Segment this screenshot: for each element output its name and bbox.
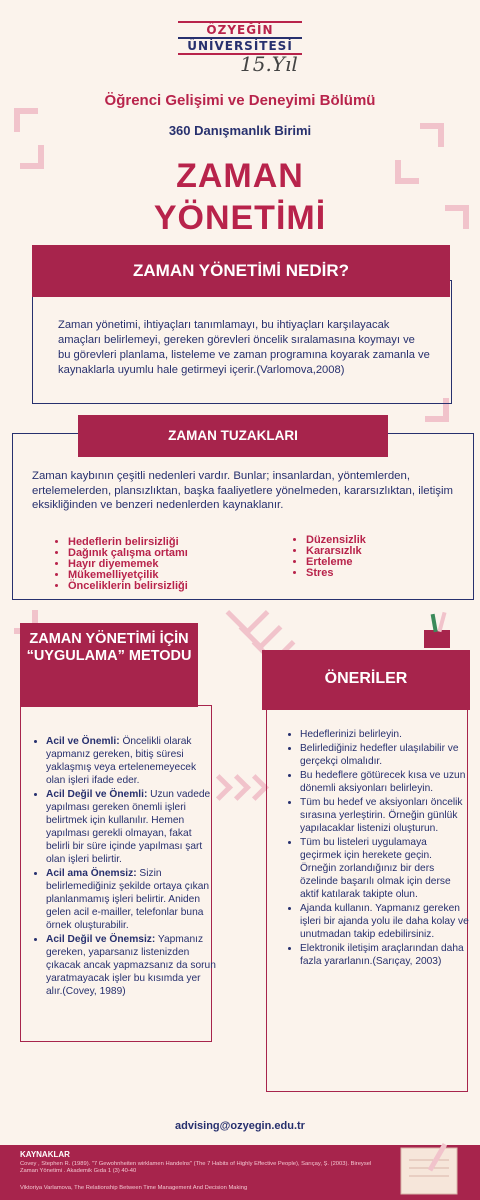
what-is-text: Zaman yönetimi, ihtiyaçları tanımlamayı, bu ihtiyaçları karşılayacak amaçları belirlemeyi, gereken görevleri öncelik sıralamasına koymayı ve bu görevleri planlama, listeleme ve zaman programına koyarak zamanla ve kaynaklarla uyumlu hale getirmeyi içerir.(Varlomova,2008) bbox=[58, 319, 430, 376]
method-heading: ZAMAN YÖNETİMİ İÇİN “UYGULAMA” METODU bbox=[20, 623, 198, 707]
tip-item: • Ajanda kullanın. Yapmanız gereken işleri bir ajanda yolu ile daha kolay ve unutmadan takip edebilirsiniz. bbox=[300, 902, 470, 941]
method-item-title: Acil ama Önemsiz: bbox=[46, 868, 137, 879]
tip-item: • Tüm bu listeleri uygulamaya geçirmek için herekete geçin. Örneğin zorlandığınız bir ders özelinde başarılı olmak için derse aktif katılarak takipte olun. bbox=[300, 836, 470, 901]
method-item-text: Uzun vadede yapılması gereken önemli işleri belirtmek için kullanılır. Hemen yapılması gerekli olmayan, fakat belirli bir süre içinde yapılması şart olan işleri belirtir. bbox=[46, 789, 211, 865]
method-item-title: Acil Değil ve Önemsiz: bbox=[46, 934, 156, 945]
method-item-title: Acil ve Önemli: bbox=[46, 736, 120, 747]
traps-intro: Zaman kaybının çeşitli nedenleri vardır. Bunlar; insanlardan, yöntemlerden, ertelemelerden, plansızlıktan, başka faaliyetlere yönelmeden, kararsızlıktan, iletişim eksikliğinden ve benzeri nedenlerden kaynaklanır. bbox=[32, 470, 454, 511]
tips-list bbox=[284, 728, 470, 969]
trap-item: • Erteleme bbox=[306, 557, 456, 568]
page-title-line2: YÖNETİMİ bbox=[153, 199, 327, 237]
method-item bbox=[46, 867, 218, 932]
page-title-line1: ZAMAN bbox=[176, 157, 304, 195]
traps-list-right bbox=[290, 535, 456, 579]
method-item-text: Yapmanız gereken, yaparsanız listenizden çıkacak ancak yapmazsanız da sorun yaratmayacak işler bu kısımda yer alır.(Covey, 1989) bbox=[46, 934, 216, 997]
pencil-cup-icon bbox=[420, 610, 460, 650]
method-item bbox=[46, 933, 218, 998]
tip-item: • Tüm bu hedef ve aksiyonları öncelik sırasına yerleştirin. Örneğin günlük yapılacaklar listenizi oluşturun. bbox=[300, 796, 470, 835]
tip-item: • Bu hedeflere götürecek kısa ve uzun dönemli aksiyonları belirleyin. bbox=[300, 769, 470, 795]
trap-item: • Mükemelliyetçilik bbox=[68, 570, 268, 581]
trap-item: • Stres bbox=[306, 568, 456, 579]
what-is-heading: ZAMAN YÖNETİMİ NEDİR? bbox=[32, 245, 450, 297]
trap-item: • Düzensizlik bbox=[306, 535, 456, 546]
tip-item: • Hedeflerinizi belirleyin. bbox=[300, 728, 470, 741]
university-logo bbox=[170, 20, 310, 56]
contact-email[interactable]: advising@ozyegin.edu.tr bbox=[175, 1120, 305, 1132]
method-list bbox=[30, 735, 218, 999]
method-item bbox=[46, 788, 218, 866]
trap-item: • Hedeflerin belirsizliği bbox=[68, 537, 268, 548]
logo-line1: ÖZYEĞİN bbox=[206, 23, 274, 37]
logo-line2: ÜNİVERSİTESİ bbox=[187, 39, 293, 53]
anniversary-mark: 15.Yıl bbox=[240, 52, 298, 76]
method-item-text: Sizin belirlemediğiniz şekilde ortaya çıkan planlanmamış işleri belirtir. Aniden gelen acil e-mailler, telefonlar buna örnek oluşturabilir. bbox=[46, 868, 210, 931]
trap-item: • Önceliklerin belirsizliği bbox=[68, 581, 268, 592]
trap-item: • Kararsızlık bbox=[306, 546, 456, 557]
trap-item: • Dağınık çalışma ortamı bbox=[68, 548, 268, 559]
source-line: Covey , Stephen R. (1989). "7 Gewohnheiten wirklamen Handelns" (The 7 Habits of Highly Effective People), Sarıçay, Ş. (2003). Bireysel Zaman Yönetimi . Akademik Gıda 1 (3) 40-40 bbox=[20, 1161, 372, 1174]
tip-item: • Belirlediğiniz hedefler ulaşılabilir ve gerçekçi olmalıdır. bbox=[300, 742, 470, 768]
department-title: Öğrenci Gelişimi ve Deneyimi Bölümü bbox=[104, 92, 376, 109]
source-line: Viktoriya Varlamova, The Relationship Between Time Management And Decision Making bbox=[20, 1185, 248, 1191]
trap-item: • Hayır diyememek bbox=[68, 559, 268, 570]
sources-heading: KAYNAKLAR bbox=[20, 1150, 70, 1159]
unit-title: 360 Danışmanlık Birimi bbox=[168, 123, 312, 138]
chevron-deco-6 bbox=[242, 774, 269, 801]
tip-item: • Elektronik iletişim araçlarından daha fazla yararlanın.(Sarıçay, 2003) bbox=[300, 942, 470, 968]
page-title bbox=[0, 155, 480, 239]
tips-heading: ÖNERİLER bbox=[262, 650, 470, 710]
method-item bbox=[46, 735, 218, 787]
traps-heading: ZAMAN TUZAKLARI bbox=[78, 415, 388, 457]
method-item-title: Acil Değil ve Önemli: bbox=[46, 789, 148, 800]
traps-list-left bbox=[52, 537, 268, 592]
notebook-icon bbox=[395, 1140, 465, 1195]
method-item-text: Öncelikli olarak yapmanız gereken, bitiş süresi yaklaşmış veya ertelenemeyecek olan işleri ifade eder. bbox=[46, 736, 197, 786]
